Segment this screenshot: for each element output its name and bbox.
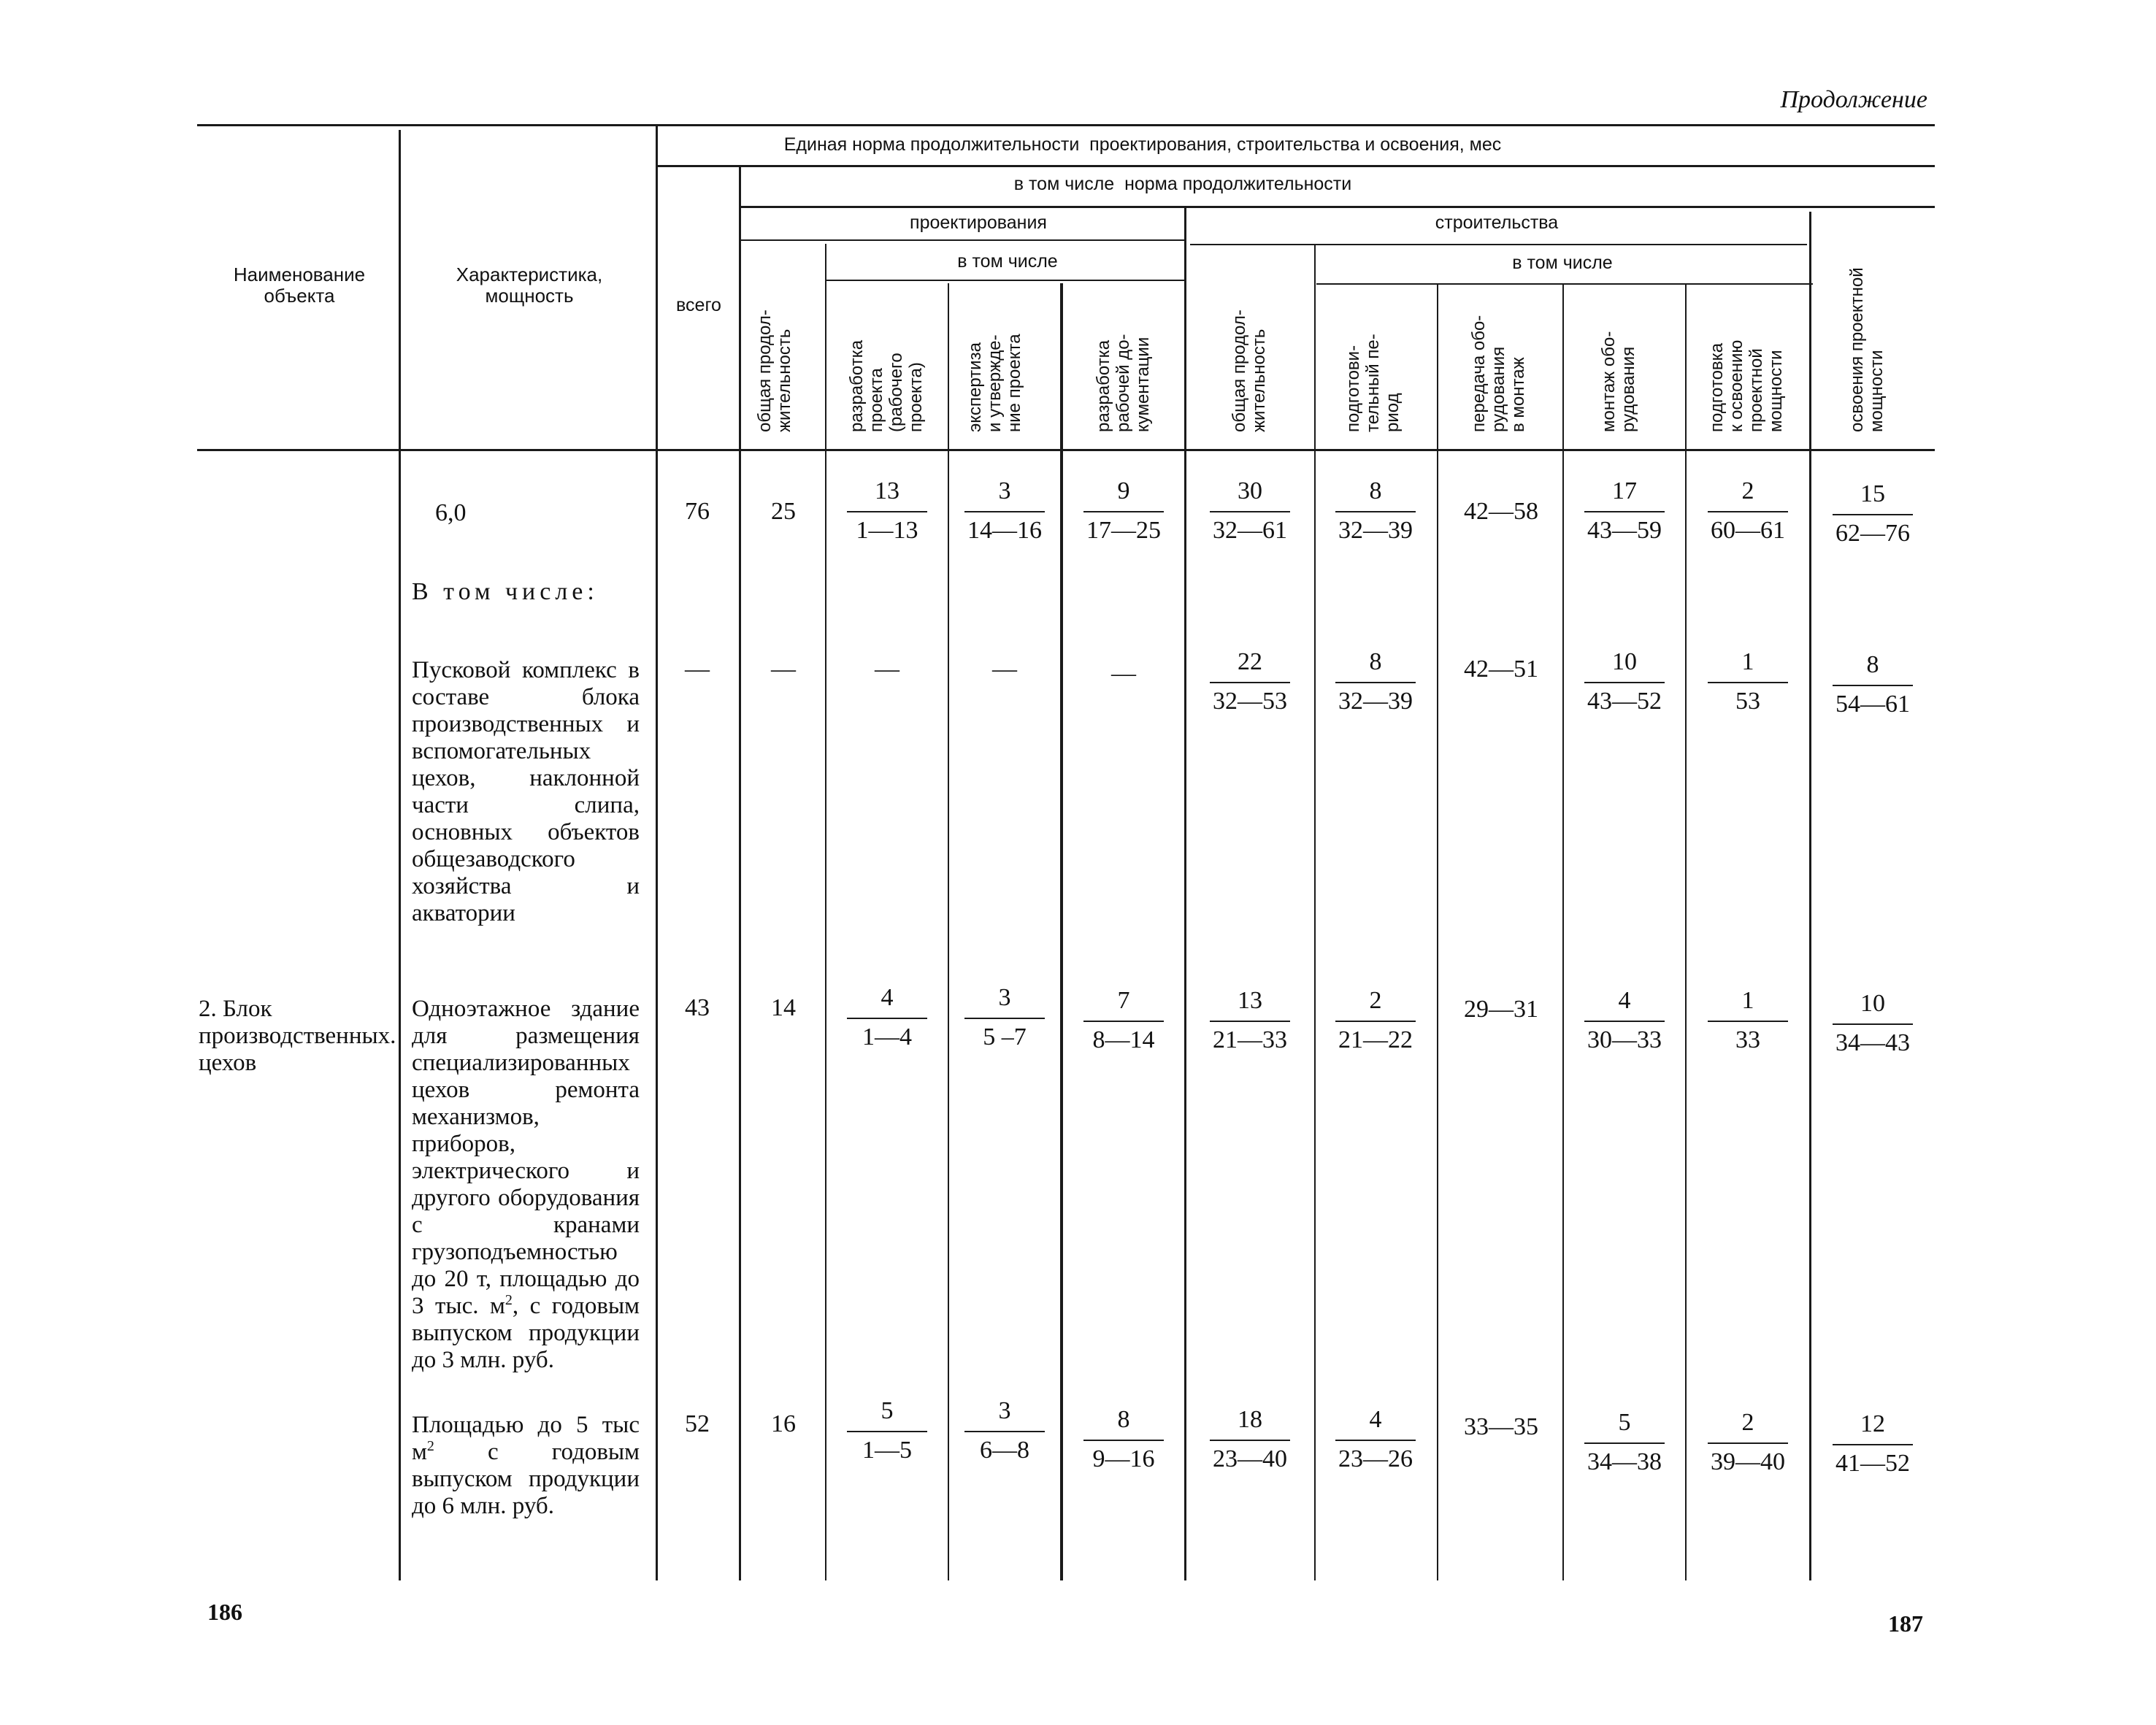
r4-prep: 4 23—26 [1320,1406,1431,1473]
r1-total: 76 [685,498,710,525]
vrule-3 [739,166,741,1580]
r3-char: Одноэтажное здание для размещения специализированных цехов ремонта механизмов, приборов, электрического и другого оборудования с кранами грузоподъемностью до 20 т, площадью до 3 тыс. $м^2$, с годовым выпуском продукции до 3 млн. руб. [412,996,640,1373]
top-rule [197,124,1935,126]
r3-dev: 4 1—4 [832,984,942,1051]
r3-prep: 2 21—22 [1320,987,1431,1054]
r1-transfer: 42—58 [1464,498,1538,525]
header-construction: строительства [1435,212,1559,233]
header-total: всего [676,295,721,315]
r1-char: 6,0 [435,499,467,526]
vrule-12 [1809,212,1811,1580]
r3-mount: 4 30—33 [1568,987,1681,1054]
r3-ready: 1 33 [1691,987,1805,1054]
r2-total: — [685,656,710,683]
header-unified-norm: Единая норма продолжительности проектирования, строительства и освоения, мес [783,134,1502,155]
r3-docs: 7 8—14 [1069,987,1178,1054]
r1-mount: 17 43—59 [1568,477,1681,545]
r1-c-total: 30 32—61 [1192,477,1308,545]
r3-c-total: 13 21—33 [1192,987,1308,1054]
header-design: проектирования [910,212,1047,233]
r2-dev: — [875,656,899,683]
r2-char: Пусковой комплекс в составе блока производственных и вспомогательных цехов, наклонной части слипа, основных объектов общезаводского хозяйства и акватории [412,657,640,926]
r4-master: 12 41—52 [1818,1410,1927,1478]
vrule-10 [1562,283,1564,1580]
header-name-col: Наименование объекта [233,264,366,307]
r1-design-total: 25 [771,498,796,525]
r3-master: 10 34—43 [1818,990,1927,1057]
header-constr-incl: в том числе [1512,253,1613,273]
header-char-col: Характеристика, мощность [456,264,603,307]
r3-name: 2. Блок производственных. цехов [199,996,396,1076]
r4-total: 52 [685,1410,710,1437]
r2-c-total: 22 32—53 [1192,648,1308,715]
r1-exp: 3 14—16 [954,477,1056,545]
r1-ready: 2 60—61 [1691,477,1805,545]
page-number-left: 186 [207,1599,242,1625]
r2-design-total: — [771,656,796,683]
vrule-8 [1314,245,1316,1580]
rule-under-including [740,206,1935,208]
r4-ready: 2 39—40 [1691,1409,1805,1476]
r2-master: 8 54—61 [1818,651,1927,718]
r4-char: Площадью до 5 тыс $м^2$ с годовым выпуском продукции до 6 млн. руб. [412,1412,640,1519]
vrule-4 [825,244,826,1580]
r2-ready: 1 53 [1691,648,1805,715]
r3-transfer: 29—31 [1464,996,1538,1023]
vrule-11 [1685,283,1687,1580]
r2-prep: 8 32—39 [1320,648,1431,715]
r2-transfer: 42—51 [1464,656,1538,683]
vrule-2 [656,124,658,1580]
vrule-5 [948,283,949,1580]
header-bottom-rule [197,449,1935,451]
header-design-incl: в том числе [957,251,1058,272]
page-number-right: 187 [1888,1610,1923,1637]
r4-transfer: 33—35 [1464,1413,1538,1440]
r4-design-total: 16 [771,1410,796,1437]
r4-c-total: 18 23—40 [1192,1406,1308,1473]
header-including-norm: в том числе норма продолжительности [1013,174,1352,194]
r2-mount: 10 43—52 [1568,648,1681,715]
vrule-7 [1184,207,1186,1580]
r1-docs: 9 17—25 [1069,477,1178,545]
r4-dev: 5 1—5 [832,1397,942,1464]
r1-prep: 8 32—39 [1320,477,1431,545]
r3-total: 43 [685,994,710,1021]
r3-design-total: 14 [771,994,796,1021]
r2-docs: — [1111,660,1136,687]
r1-dev: 13 1—13 [832,477,942,545]
r2-exp: — [992,656,1017,683]
r4-mount: 5 34—38 [1568,1409,1681,1476]
vrule-6 [1060,283,1063,1580]
including-label: В том числе: [412,578,599,605]
vrule-1 [399,130,401,1580]
r4-exp: 3 6—8 [954,1397,1056,1464]
vrule-9 [1437,283,1438,1580]
r3-exp: 3 5 –7 [954,984,1056,1051]
r4-docs: 8 9—16 [1069,1406,1178,1473]
document-page: Продолжение Наименование объекта Характеристика, мощность Единая норма продолжительности проектирования, строительства и освоения, мес всего в том числе норма продолжительности проектирования строительства в том числе в том числе общая продол- жительность разработка проекта (рабочего проекта) экспертиза и утвержде- ние проекта разработка рабочей до- кументации общая продол- жительность подготови- тельный пе- риод передача обо- рудования в монтаж монтаж обо- рудования подготовка к освоению проектной мощности освоения проектной мощности 6,0 76 25 13 1—13 3 14—16 9 17—25 30 32—61 8 32—39 42—58 17 43—59 2 60—61 15 62—76 В том числе: Пусковой комплекс в составе блока производственных и вспомогательных цехов, наклонной части слипа, основных объектов общезаводского хозяйства и акватории — — — — — 22 32—53 8 32—39 42—51 10 43—52 1 53 8 54—61 2. Блок производственных. цехов Одноэтажное здание для размещения специализированных цехов ремонта механизмов, приборов, электрического и другого оборудования с кранами грузоподъемностью до 20 т, площадью до 3 тыс. $м^2$, с годовым выпуском продукции до 3 млн. руб. 43 14 4 1—4 3 5 –7 7 8—14 13 21—33 2 21—22 29—31 4 30—33 1 33 10 34—43 Площадью до 5 тыс $м^2$ с годовым выпуском продукции до 6 млн. руб. 52 16 5 1—5 3 6—8 8 9—16 18 23—40 4 23—26 33—35 5 34—38 2 39—40 12 41—52 186 187 [0,0,2156,1725]
rule-under-unified [657,165,1935,167]
r1-master: 15 62—76 [1818,480,1927,548]
continuation-label: Продолжение [1780,86,1927,113]
